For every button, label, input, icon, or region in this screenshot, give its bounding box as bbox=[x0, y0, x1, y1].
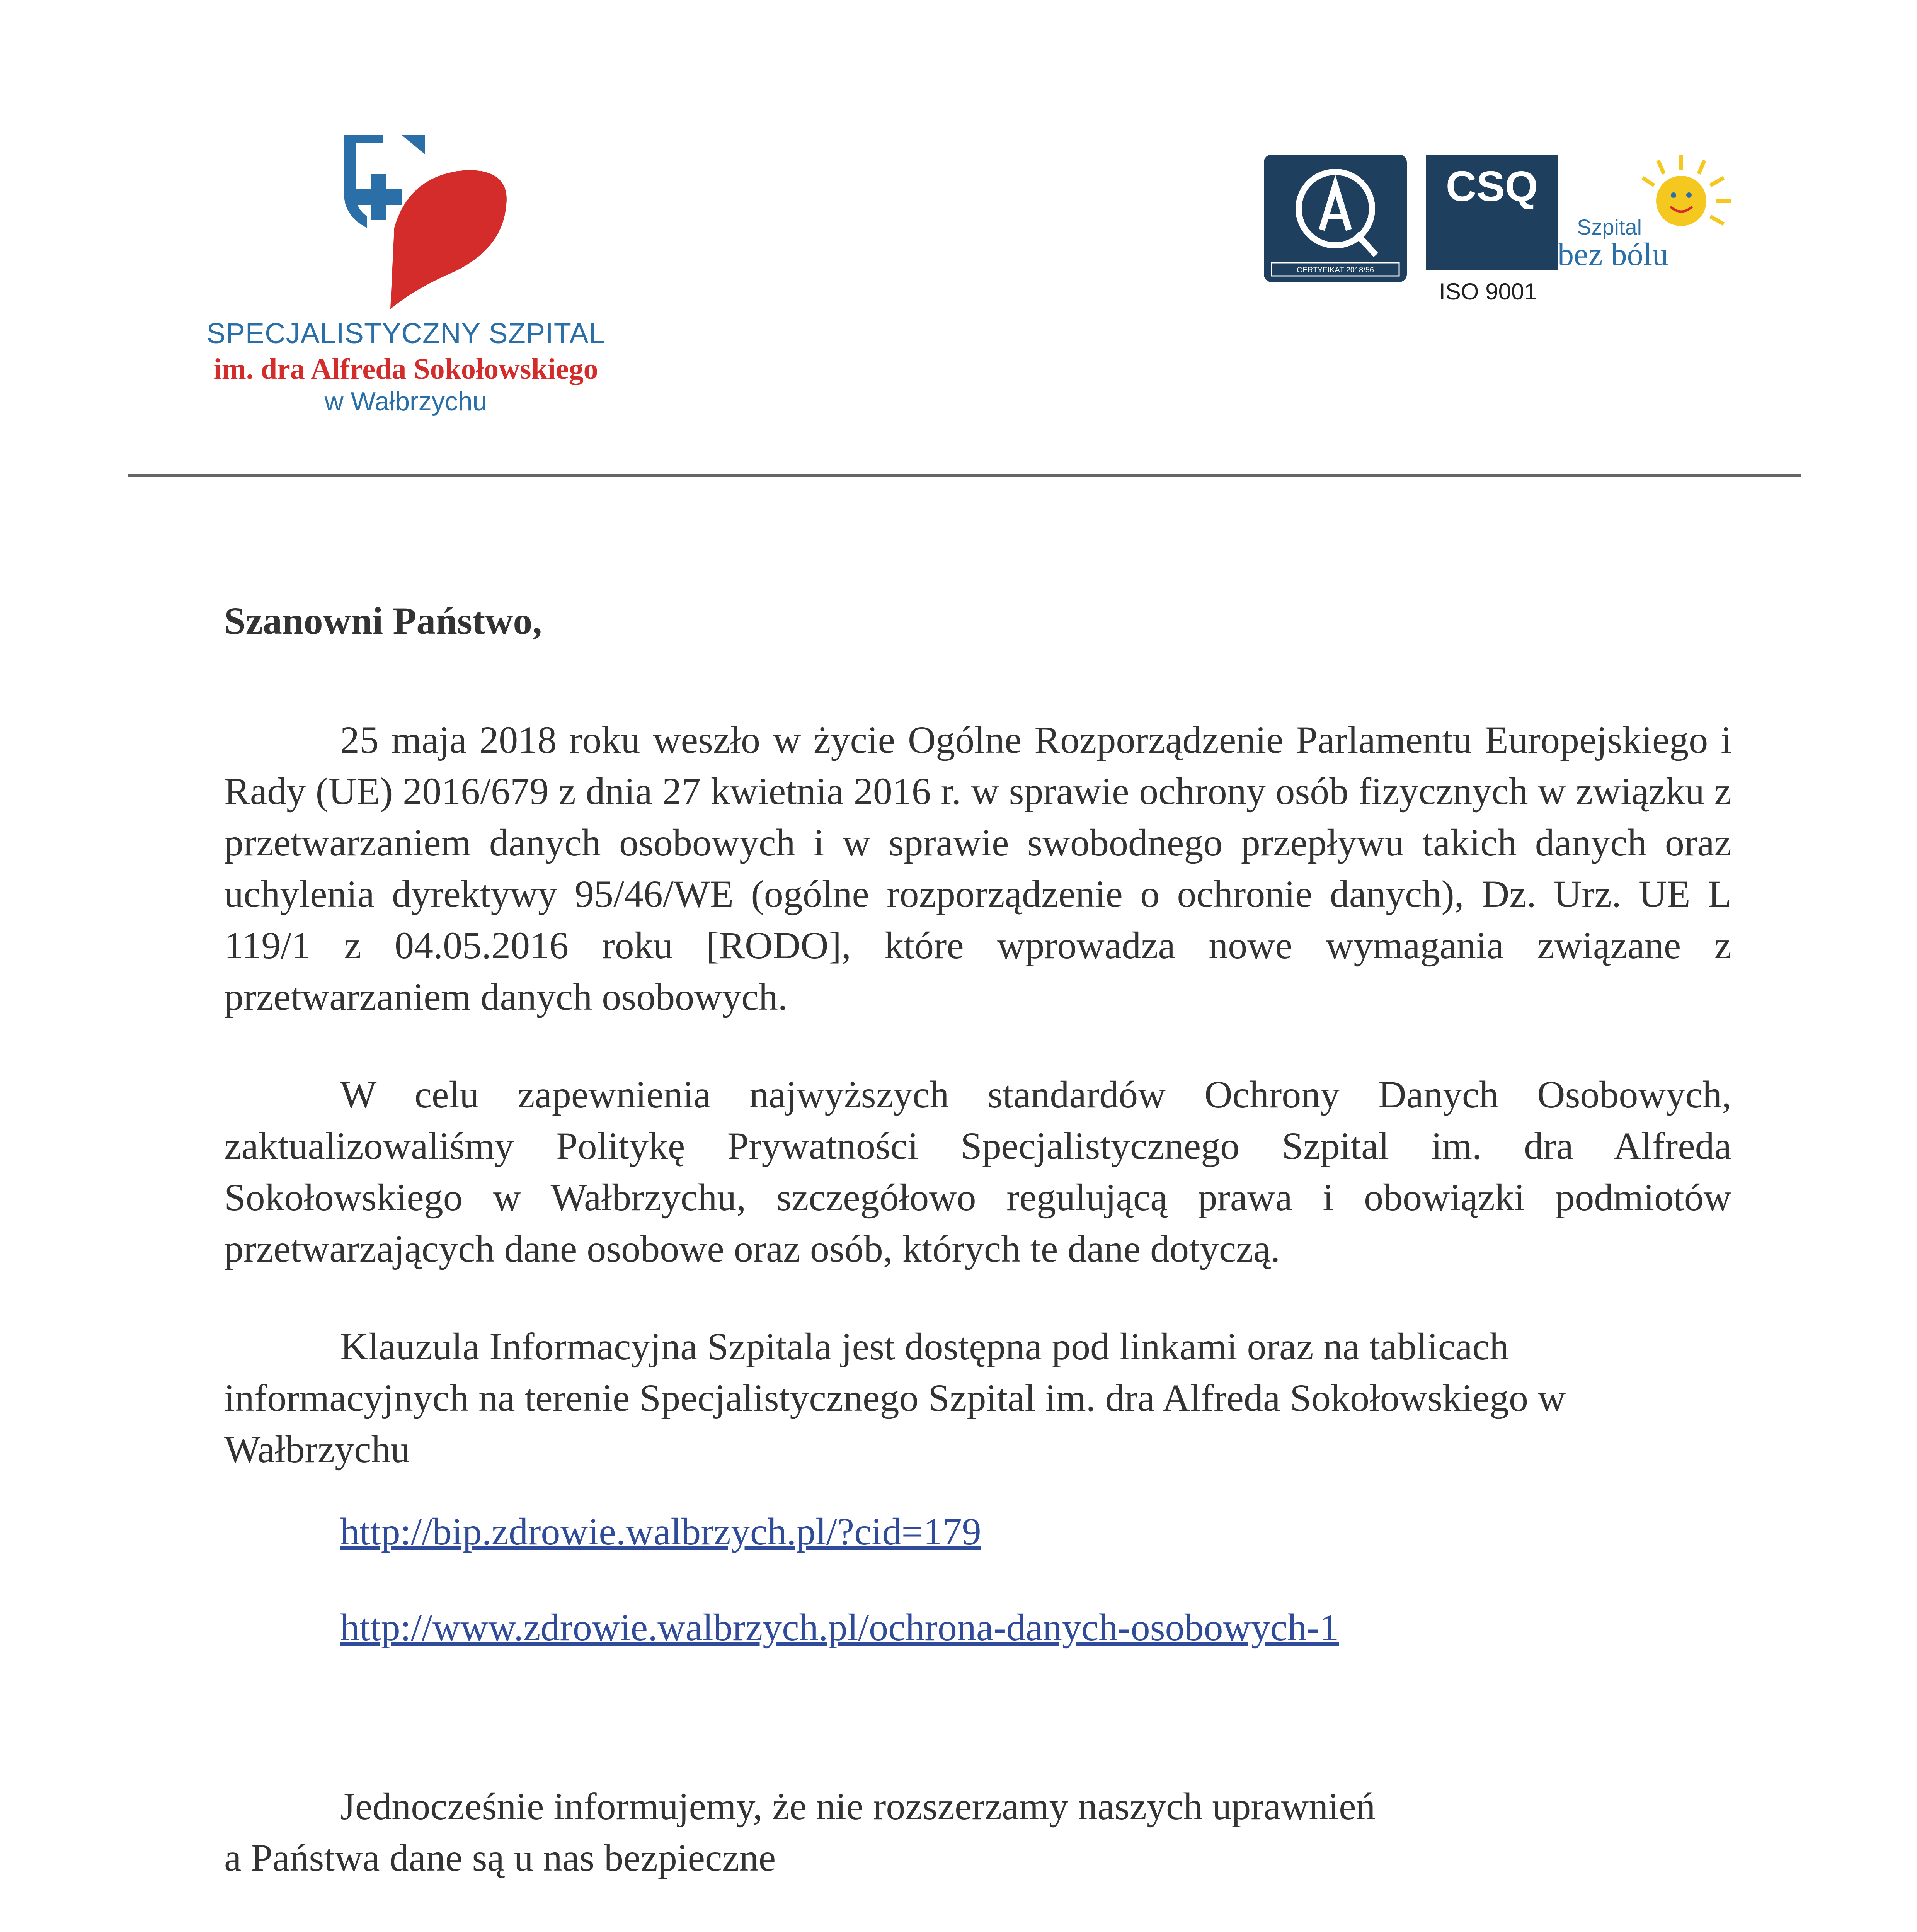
csq-logo bbox=[1426, 155, 1558, 270]
hospital-name-line2: im. dra Alfreda Sokołowskiego bbox=[213, 353, 598, 385]
link-bip[interactable]: http://bip.zdrowie.walbrzych.pl/?cid=179 bbox=[340, 1510, 981, 1553]
paragraph-4-line2: a Państwa dane są u nas bezpieczne bbox=[224, 1836, 776, 1879]
paragraph-4 bbox=[224, 1781, 1731, 1883]
csq-label: CSQ bbox=[1445, 163, 1538, 210]
paragraph-3: Klauzula Informacyjna Szpitala jest dostępna pod linkami oraz na tablicach informacyjnych na terenie Specjalistycznego Szpital im. dra Alfreda Sokołowskiego w Wałbrzychu bbox=[224, 1325, 1566, 1471]
greeting: Szanowni Państwo, bbox=[224, 599, 542, 642]
sun-logo-text1: Szpital bbox=[1577, 215, 1642, 239]
header-divider bbox=[128, 474, 1801, 477]
hospital-name-line3: w Wałbrzychu bbox=[324, 387, 487, 416]
paragraph-2: W celu zapewnienia najwyższych standardów Ochrony Danych Osobowych, zaktualizowaliśmy Politykę Prywatności Specjalistycznego Szpital im. dra Alfreda Sokołowskiego w Wałbrzychu, szczegółowo regulującą prawa i obowiązki podmiotów przetwarzających dane osobowe oraz osób, których te dane dotyczą. bbox=[224, 1073, 1731, 1270]
certificate-caption: CERTYFIKAT 2018/56 bbox=[1296, 266, 1374, 274]
letter-body bbox=[224, 595, 1731, 1883]
link-data-protection[interactable]: http://www.zdrowie.walbrzych.pl/ochrona-danych-osobowych-1 bbox=[340, 1606, 1339, 1649]
hospital-name-line1: SPECJALISTYCZNY SZPITAL bbox=[206, 317, 605, 349]
iso-label: ISO 9001 bbox=[1439, 279, 1537, 304]
quality-certificate-logo bbox=[1264, 155, 1407, 282]
paragraph-4-line1: Jednocześnie informujemy, że nie rozszerzamy naszych uprawnień bbox=[340, 1785, 1376, 1828]
sun-logo-text2: bez bólu bbox=[1558, 236, 1668, 272]
hospital-logo bbox=[332, 128, 518, 321]
paragraph-1: 25 maja 2018 roku weszło w życie Ogólne Rozporządzenie Parlamentu Europejskiego i Rady (UE) 2016/679 z dnia 27 kwietnia 2016 r. w sprawie ochrony osób fizycznych w związku z przetwarzaniem danych osobowych i w sprawie swobodnego przepływu takich danych oraz uchylenia dyrektywy 95/46/WE (ogólne rozporządzenie o ochronie danych), Dz. Urz. UE L 119/1 z 04.05.2016 roku [RODO], które wprowadza nowe wymagania związane z przetwarzaniem danych osobowych. bbox=[224, 718, 1731, 1018]
